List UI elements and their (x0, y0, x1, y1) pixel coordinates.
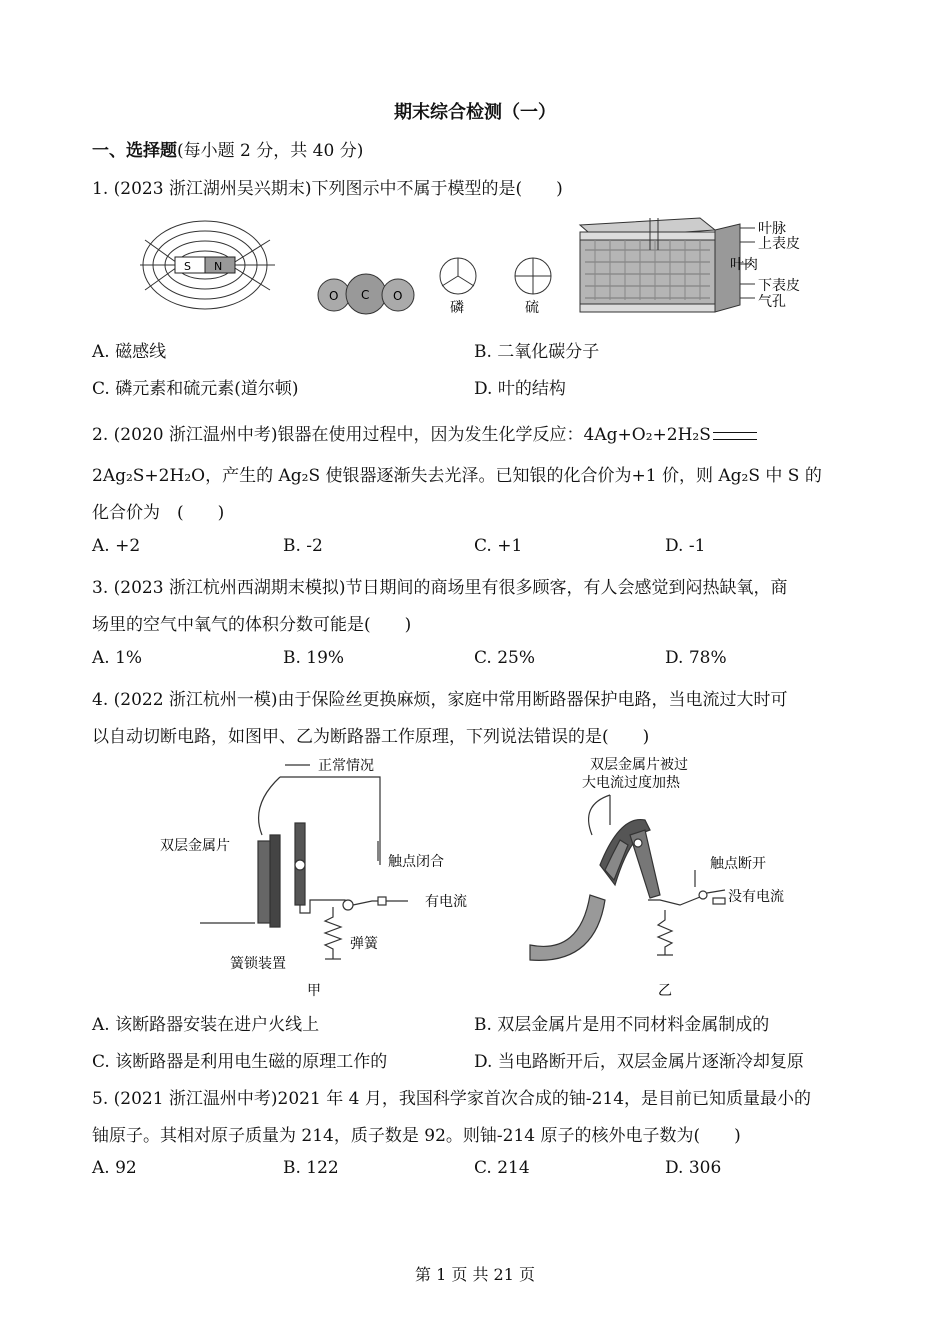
contact-closed-label: 触点闭合 (388, 854, 444, 870)
latch-device-label: 簧锁装置 (230, 956, 286, 972)
q4-figure (150, 755, 810, 1000)
q1-option-a: A. 磁感线 (92, 342, 167, 362)
q4-option-a: A. 该断路器安装在进户火线上 (92, 1015, 320, 1035)
stoma-label: 气孔 (758, 294, 786, 310)
q4-stem-line1: 4. (2022 浙江杭州一模)由于保险丝更换麻烦，家庭中常用断路器保护电路，当电流过大时可 (92, 690, 788, 710)
q3-option-a: A. 1% (92, 648, 143, 668)
q3-option-d: D. 78% (665, 648, 727, 668)
q2-option-d: D. -1 (665, 536, 706, 556)
contact-open-label: 触点断开 (710, 856, 766, 872)
oxygen-atom-label-2: O (393, 289, 403, 303)
q2-option-c: C. +1 (474, 536, 523, 556)
leaf-structure-diagram (580, 218, 740, 312)
q2-stem-line1 (92, 420, 757, 445)
q4-option-d: D. 当电路断开后，双层金属片逐渐冷却复原 (474, 1052, 804, 1072)
page-footer: 第 1 页 共 21 页 (415, 1265, 535, 1284)
magnet-n-label: N (214, 260, 223, 273)
q5-stem-line2: 铀原子。其相对原子质量为 214，质子数是 92。则铀-214 原子的核外电子数为( ) (92, 1126, 741, 1146)
q4-stem-line2: 以自动切断电路，如图甲、乙为断路器工作原理，下列说法错误的是( ) (92, 727, 650, 747)
no-current-label: 没有电流 (728, 889, 784, 905)
q5-option-b: B. 122 (283, 1158, 339, 1178)
current-on-label: 有电流 (425, 894, 467, 910)
q2-option-a: A. +2 (92, 536, 141, 556)
q2-option-b: B. -2 (283, 536, 323, 556)
q5-stem-line1: 5. (2021 浙江温州中考)2021 年 4 月，我国科学家首次合成的铀-214，是目前已知质量最小的 (92, 1089, 812, 1109)
normal-state-label: 正常情况 (318, 758, 374, 774)
q2-stem-text1: 2. (2020 浙江温州中考)银器在使用过程中，因为发生化学反应：4Ag+O₂+2H₂S (92, 425, 711, 445)
q1-option-c: C. 磷元素和硫元素(道尔顿) (92, 379, 299, 399)
heated-label-line1: 双层金属片被过 (590, 757, 688, 773)
q1-stem: 1. (2023 浙江湖州吴兴期末)下列图示中不属于模型的是( ) (92, 179, 563, 199)
q3-stem-line2: 场里的空气中氧气的体积分数可能是( ) (92, 615, 412, 635)
q5-option-d: D. 306 (665, 1158, 722, 1178)
q1-figure (140, 210, 820, 325)
q4-option-c: C. 该断路器是利用电生磁的原理工作的 (92, 1052, 388, 1072)
q3-option-b: B. 19% (283, 648, 345, 668)
mesophyll-label: 叶肉 (730, 257, 758, 273)
q3-option-c: C. 25% (474, 648, 535, 668)
phosphorus-label: 磷 (450, 300, 464, 316)
section-note: (每小题 2 分，共 40 分) (177, 141, 364, 161)
q5-option-c: C. 214 (474, 1158, 530, 1178)
figure-jia-label: 甲 (307, 983, 321, 999)
q4-option-b: B. 双层金属片是用不同材料金属制成的 (474, 1015, 770, 1035)
heated-label-line2: 大电流过度加热 (582, 775, 680, 791)
bimetal-strip-label: 双层金属片 (160, 838, 230, 854)
carbon-atom-label: C (361, 288, 370, 302)
page-title: 期末综合检测（一） (394, 102, 556, 123)
section-heading (92, 136, 363, 161)
oxygen-atom-label-1: O (329, 289, 339, 303)
upper-epidermis-label: 上表皮 (758, 236, 800, 252)
spring-label: 弹簧 (350, 936, 378, 952)
equation-arrow (713, 432, 757, 440)
q5-option-a: A. 92 (92, 1158, 137, 1178)
q2-stem-line3: 化合价为 ( ) (92, 503, 225, 523)
q2-stem-line2: 2Ag₂S+2H₂O，产生的 Ag₂S 使银器逐渐失去光泽。已知银的化合价为+1 价，则 Ag₂S 中 S 的 (92, 466, 822, 486)
magnet-s-label: S (184, 260, 191, 273)
leaf-vein-label: 叶脉 (758, 221, 786, 237)
sulfur-label: 硫 (525, 300, 539, 316)
q1-option-b: B. 二氧化碳分子 (474, 342, 600, 362)
q1-option-d: D. 叶的结构 (474, 379, 566, 399)
section-label: 一、选择题 (92, 141, 177, 161)
figure-yi-label: 乙 (658, 983, 672, 999)
lower-epidermis-label: 下表皮 (758, 278, 800, 294)
q3-stem-line1: 3. (2023 浙江杭州西湖期末模拟)节日期间的商场里有很多顾客，有人会感觉到闷热缺氧，商 (92, 578, 788, 598)
